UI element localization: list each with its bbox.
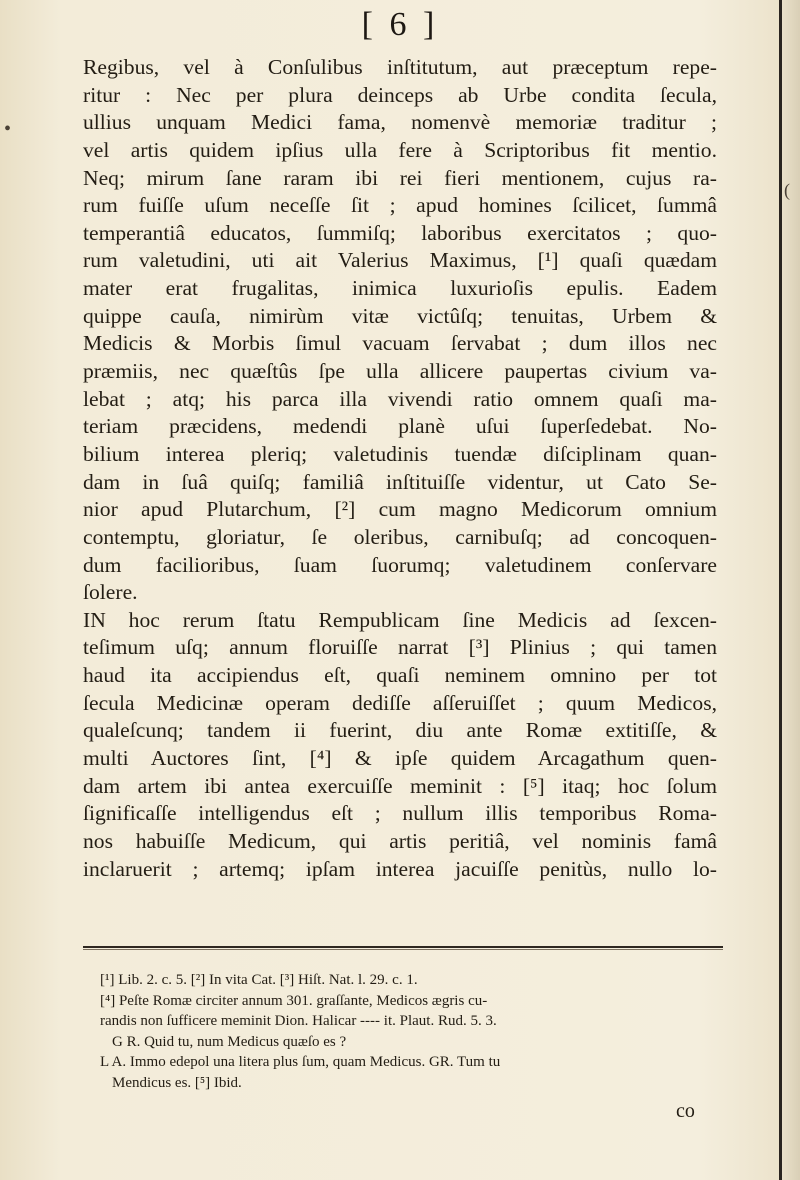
text-line: ſolere. [83,580,138,605]
footnote-line: [⁴] Peſte Romæ circiter annum 301. graſſante, Medicos ægris cu- [100,992,488,1009]
footnote-line: L A. Immo edepol una litera plus ſum, quam Medicus. GR. Tum tu [100,1054,501,1070]
footnotes [100,970,720,1093]
text-line: Regibus, vel à Conſulibus inſtitutum, aut præceptum repe- [83,55,717,79]
footnote-line: G R. Quid tu, num Medicus quæſo es ? [112,1033,347,1050]
footnote-rule-thin [83,949,723,950]
text-line: ullius unquam Medici fama, nomenvè memoriæ traditur ; [83,110,717,135]
margin-dot: • [4,118,12,140]
text-line: bilium interea pleriq; valetudinis tuendæ diſciplinam quan- [83,441,717,466]
text-line: vel artis quidem ipſius ulla fere à Scriptoribus fit mentio. [83,137,717,162]
text-line: rum valetudini, uti ait Valerius Maximus, [¹] quaſi quædam [83,248,717,273]
text-line: dam artem ibi antea exercuiſſe meminit : [⁵] itaq; hoc ſolum [83,773,717,798]
footnote-line: [¹] Lib. 2. c. 5. [²] In vita Cat. [³] Hiſt. Nat. l. 29. c. 1. [100,972,418,988]
text-line: ritur : Nec per plura deinceps ab Urbe condita ſecula, [83,82,717,107]
text-line: quippe cauſa, nimirùm vitæ victûſq; tenuitas, Urbem & [83,303,717,328]
main-text [83,54,717,883]
text-line: inclaruerit ; artemq; ipſam interea jacuiſſe penitùs, nullo lo- [83,856,717,881]
text-line: qualeſcunq; tandem ii fuerint, diu ante Romæ extitiſſe, & [83,718,717,743]
text-line: temperantiâ educatos, ſummiſq; laboribus exercitatos ; quo- [83,220,717,245]
text-line: multi Auctores ſint, [⁴] & ipſe quidem Arcagathum quen- [83,746,717,771]
text-line: ſignificaſſe intelligendus eſt ; nullum illis temporibus Roma- [83,801,717,826]
text-line: contemptu, gloriatur, ſe oleribus, carnibuſq; ad concoquen- [83,524,717,549]
text-line: nos habuiſſe Medicum, qui artis peritiâ, vel nominis famâ [83,828,717,853]
page-edge-shadow [779,0,782,1180]
text-line: lebat ; atq; his parca illa vivendi ratio omnem quaſi ma- [83,386,717,411]
text-line: rum fuiſſe uſum neceſſe ſit ; apud homines ſcilicet, ſummâ [83,193,717,218]
text-line: nior apud Plutarchum, [²] cum magno Medicorum omnium [83,497,717,522]
footnote-line: Mendicus es. [⁵] Ibid. [112,1074,242,1091]
margin-bracket: ( [784,180,790,200]
footnote-rule [83,946,723,948]
catchword: co [676,1100,695,1122]
text-line: haud ita accipiendus eſt, quaſi neminem omnino per tot [83,663,717,688]
text-line: præmiis, nec quæſtûs ſpe ulla allicere paupertas civium va- [83,359,717,384]
text-line: ſecula Medicinæ operam dediſſe aſſeruiſſet ; quum Medicos, [83,690,717,715]
text-line: Neq; mirum ſane raram ibi rei fieri mentionem, cujus ra- [83,165,717,190]
footnote-line: randis non ſufficere meminit Dion. Halicar ---- it. Plaut. Rud. 5. 3. [100,1013,497,1029]
text-line: teriam præcidens, medendi planè uſui ſuperſedebat. No- [83,414,717,439]
text-line: teſimum uſq; annum floruiſſe narrat [³] Plinius ; qui tamen [83,635,717,660]
text-line: mater erat frugalitas, inimica luxurioſis epulis. Eadem [83,276,717,301]
text-line: dam in ſuâ quiſq; familiâ inſtituiſſe videntur, ut Cato Se- [83,469,717,494]
text-line: dum facilioribus, ſuam ſuorumq; valetudinem conſervare [83,552,717,577]
page-number: [ 6 ] [361,6,439,43]
text-line: Medicis & Morbis ſimul vacuam ſervabat ; dum illos nec [83,331,717,356]
paragraph-start-line: IN hoc rerum ſtatu Rempublicam ſine Medicis ad ſexcen- [83,607,717,632]
